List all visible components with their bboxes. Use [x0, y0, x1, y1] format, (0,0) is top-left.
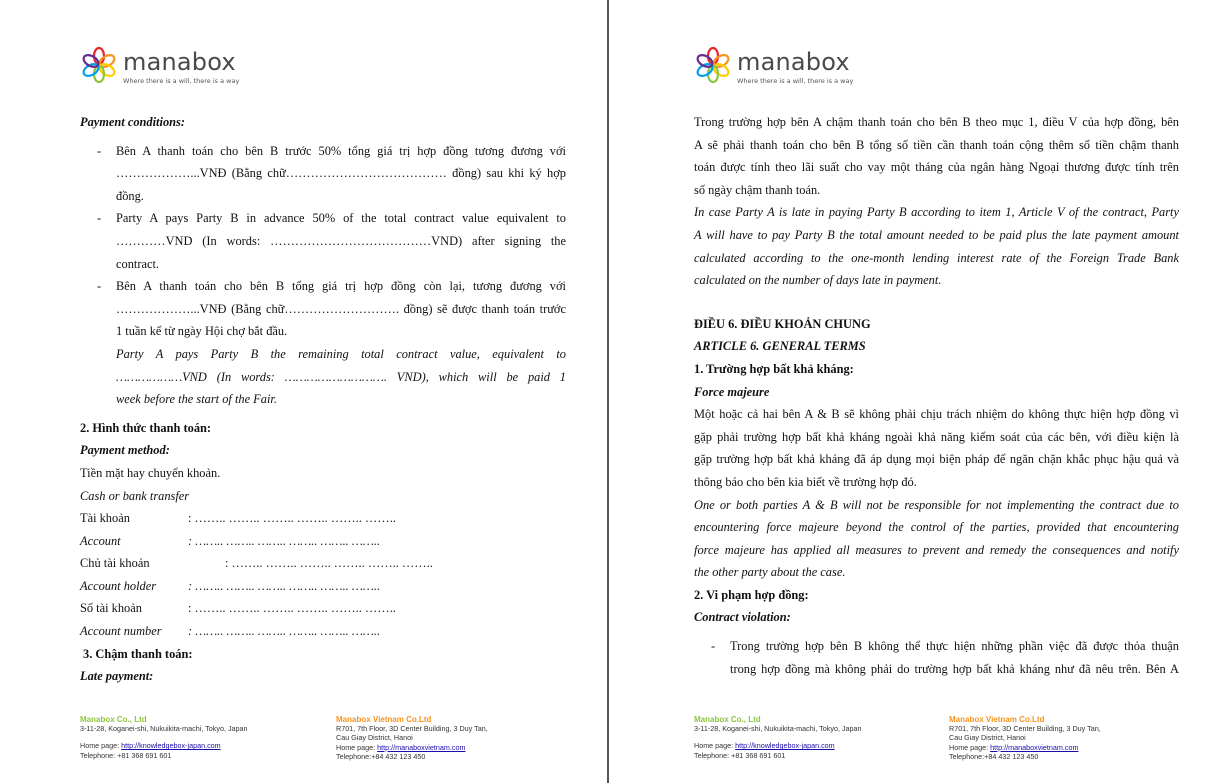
flower-logo-icon	[80, 46, 118, 84]
bank-field-row	[80, 507, 566, 530]
footer-vn-address-2: Cau Giay District, Hanoi	[949, 733, 1026, 743]
bullet-line: Bên A thanh toán cho bên B tổng giá trị hợp đồng còn lại, tương đương với	[116, 279, 566, 294]
bullet-dash: -	[97, 143, 102, 158]
bank-field-label: Chủ tài khoản	[80, 556, 150, 571]
bank-field-blank: : …….. …….. …….. …….. …….. ……..	[225, 556, 433, 571]
late-payment-line-en: calculated on the number of days late in payment.	[694, 273, 942, 288]
footer-jp-telephone: Telephone: +81 368 691 601	[80, 750, 172, 760]
footer-vn-company: Manabox Vietnam Co.Ltd	[336, 715, 432, 724]
right-page-content	[694, 111, 1179, 680]
footer-jp-company: Manabox Co., Ltd	[80, 715, 147, 724]
footer-japan	[80, 715, 248, 760]
bullet-line-en: week before the start of the Fair.	[116, 392, 277, 407]
force-majeure-line-vi: gặp trường hợp bất khả kháng đã áp dụng mọi biện pháp để ngăn chặn khắc phục hậu quả và	[694, 452, 1179, 467]
bullet-dash: -	[97, 279, 102, 294]
footer-vn-telephone: Telephone:+84 432 123 450	[336, 751, 426, 761]
bullet-line-en: Party A pays Party B the remaining total contract value, equivalent to	[116, 346, 566, 361]
bullet-line: …………VND (In words: …………………………………VND) after signing the	[116, 233, 566, 248]
footer-vn-home-label: Home page:	[949, 742, 991, 752]
bank-field-label: Tài khoản	[80, 511, 130, 526]
footer-vn-homepage	[949, 743, 1101, 752]
logo-slogan: Where there is a will, there is a way	[123, 77, 240, 85]
force-majeure-line-vi: Một hoặc cả hai bên A & B sẽ không phải chịu trách nhiệm do không thực hiện hợp đồng vì	[694, 407, 1179, 422]
late-payment-line-vi: A sẽ phải thanh toán cho bên B tổng số tiền cần thanh toán cộng thêm số tiền chậm thanh	[694, 137, 1179, 152]
bullet-item	[80, 140, 566, 208]
footer-vn-home-link[interactable]: http://manaboxvietnam.com	[377, 742, 466, 752]
force-majeure-line-vi: thông báo cho bên kia biết về trường hợp đó.	[694, 474, 917, 489]
bullet-line: contract.	[116, 256, 159, 271]
bullet-item	[80, 207, 566, 275]
late-payment-heading-en: Late payment:	[80, 669, 154, 684]
force-majeure-heading-vi: 1. Trường hợp bất khả kháng:	[694, 361, 854, 376]
bank-field-blank: : …….. …….. …….. …….. …….. ……..	[188, 578, 381, 593]
footer-vietnam	[949, 715, 1101, 761]
bank-field-blank: : …….. …….. …….. …….. …….. ……..	[188, 511, 396, 526]
late-payment-line-vi: toán được tính theo lãi suất cho vay một tháng của ngân hàng Ngoại thương được tính trên	[694, 160, 1179, 175]
footer-vn-homepage	[336, 743, 488, 752]
payment-method-heading-vi: 2. Hình thức thanh toán:	[80, 420, 212, 435]
bullet-line: Party A pays Party B in advance 50% of the total contract value equivalent to	[116, 211, 566, 226]
late-payment-line-en: calculated according to the one-month lending interest rate of the Foreign Trade Bank	[694, 250, 1179, 265]
bank-field-blank: : …….. …….. …….. …….. …….. ……..	[188, 624, 381, 639]
bullet-line: đồng.	[116, 188, 144, 203]
bullet-line: 1 tuần kể từ ngày Hội chợ bắt đầu.	[116, 324, 288, 339]
bullet-line: Trong trường hợp bên B không thể thực hiện những phần việc đã được thỏa thuận	[730, 639, 1179, 654]
footer-japan	[694, 715, 862, 760]
payment-method-heading-en: Payment method:	[80, 443, 170, 458]
late-payment-line-vi: số ngày chậm thanh toán.	[694, 182, 821, 197]
payment-method-text-en: Cash or bank transfer	[80, 488, 190, 503]
bullet-item	[80, 275, 566, 411]
footer-vn-home-link[interactable]: http://manaboxvietnam.com	[990, 742, 1079, 752]
late-payment-heading-vi: 3. Chậm thanh toán:	[83, 646, 193, 661]
footer-vn-address-2: Cau Giay District, Hanoi	[336, 733, 413, 743]
bank-field-label: Account holder	[80, 578, 157, 593]
force-majeure-line-en: the other party about the case.	[694, 565, 846, 580]
footer-jp-home-label: Home page:	[80, 741, 122, 751]
payment-conditions-heading: Payment conditions:	[80, 115, 185, 129]
document-page-right	[609, 0, 1221, 783]
logo-brand-name: manabox	[737, 48, 850, 76]
footer-jp-home-label: Home page:	[694, 741, 736, 751]
footer-jp-address: 3-11-28, Koganei-shi, Nukuikita-machi, Tokyo, Japan	[80, 724, 248, 734]
bank-field-row	[80, 597, 566, 620]
contract-violation-heading-vi: 2. Vi phạm hợp đồng:	[694, 587, 809, 602]
footer-vn-address-1: R701, 7th Floor, 3D Center Building, 3 Duy Tan,	[336, 724, 488, 734]
footer-vietnam	[336, 715, 488, 761]
late-payment-line-en: In case Party A is late in paying Party B according to item 1, Article V of the contract, Party	[694, 205, 1179, 220]
bullet-line: ………………...VNĐ (Bằng chữ………………………………… đồng) sau khi ký hợp	[116, 166, 566, 181]
bank-field-label: Account	[80, 533, 121, 548]
bank-field-blank: : …….. …….. …….. …….. …….. ……..	[188, 533, 381, 548]
footer-jp-homepage	[80, 741, 248, 750]
bullet-dash: -	[711, 639, 716, 654]
bullet-item	[694, 635, 1179, 680]
bank-field-row	[80, 620, 566, 643]
bullet-line: Bên A thanh toán cho bên B trước 50% tổng giá trị hợp đồng tương đương với	[116, 143, 566, 158]
bank-field-row	[80, 575, 566, 598]
logo-brand-name: manabox	[123, 48, 236, 76]
footer-vn-home-label: Home page:	[336, 742, 378, 752]
force-majeure-line-vi: gặp phải trường hợp bất khả kháng ngoài khả năng kiểm soát của các bên, với điều kiện là	[694, 429, 1179, 444]
contract-violation-heading-en: Contract violation:	[694, 610, 791, 625]
footer-vn-telephone: Telephone:+84 432 123 450	[949, 751, 1039, 761]
footer-jp-home-link[interactable]: http://knowledgebox-japan.com	[735, 741, 835, 751]
article-6-heading-en: ARTICLE 6. GENERAL TERMS	[694, 339, 866, 354]
late-payment-line-vi: Trong trường hợp bên A chậm thanh toán cho bên B theo mục 1, điều V của hợp đồng, bên	[694, 115, 1179, 129]
force-majeure-line-en: encountering force majeure beyond the control of the parties, provided that encountering	[694, 520, 1179, 535]
bullet-line-en: ………………VND (In words: ………………………. VND), which will be paid 1	[116, 369, 566, 384]
bullet-line: trong hợp đồng mà không phải do trường hợp bất khả kháng như đã nêu trên. Bên A	[730, 661, 1179, 676]
force-majeure-line-en: force majeure has applied all measures to prevent and remedy the consequences and notify	[694, 542, 1179, 557]
payment-method-text-vi: Tiền mặt hay chuyển khoản.	[80, 465, 221, 480]
bank-field-label: Account number	[80, 624, 162, 639]
footer-jp-address: 3-11-28, Koganei-shi, Nukuikita-machi, Tokyo, Japan	[694, 724, 862, 734]
bank-field-row	[80, 530, 566, 553]
bank-field-row	[80, 552, 566, 575]
force-majeure-heading-en: Force majeure	[694, 384, 770, 399]
bullet-dash: -	[97, 211, 102, 226]
late-payment-line-en: A will have to pay Party B the total amount needed to be paid plus the late payment amount	[694, 227, 1179, 242]
flower-logo-icon	[694, 46, 732, 84]
footer-vn-address-1: R701, 7th Floor, 3D Center Building, 3 Duy Tan,	[949, 724, 1101, 734]
left-page-content	[80, 111, 566, 688]
logo-slogan: Where there is a will, there is a way	[737, 77, 854, 85]
footer-jp-home-link[interactable]: http://knowledgebox-japan.com	[121, 741, 221, 751]
force-majeure-line-en: One or both parties A & B will not be responsible for not implementing the contract due to	[694, 497, 1179, 512]
footer-jp-homepage	[694, 741, 862, 750]
article-6-heading-vi: ĐIỀU 6. ĐIỀU KHOẢN CHUNG	[694, 316, 871, 331]
footer-jp-company: Manabox Co., Ltd	[694, 715, 761, 724]
footer-jp-telephone: Telephone: +81 368 691 601	[694, 750, 786, 760]
bank-field-blank: : …….. …….. …….. …….. …….. ……..	[188, 601, 396, 616]
footer-vn-company: Manabox Vietnam Co.Ltd	[949, 715, 1045, 724]
bank-field-label: Số tài khoản	[80, 601, 142, 616]
document-page-left	[0, 0, 607, 783]
bullet-line: ………………...VNĐ (Bằng chữ………………………. đồng) sẽ được thanh toán trước	[116, 301, 566, 316]
